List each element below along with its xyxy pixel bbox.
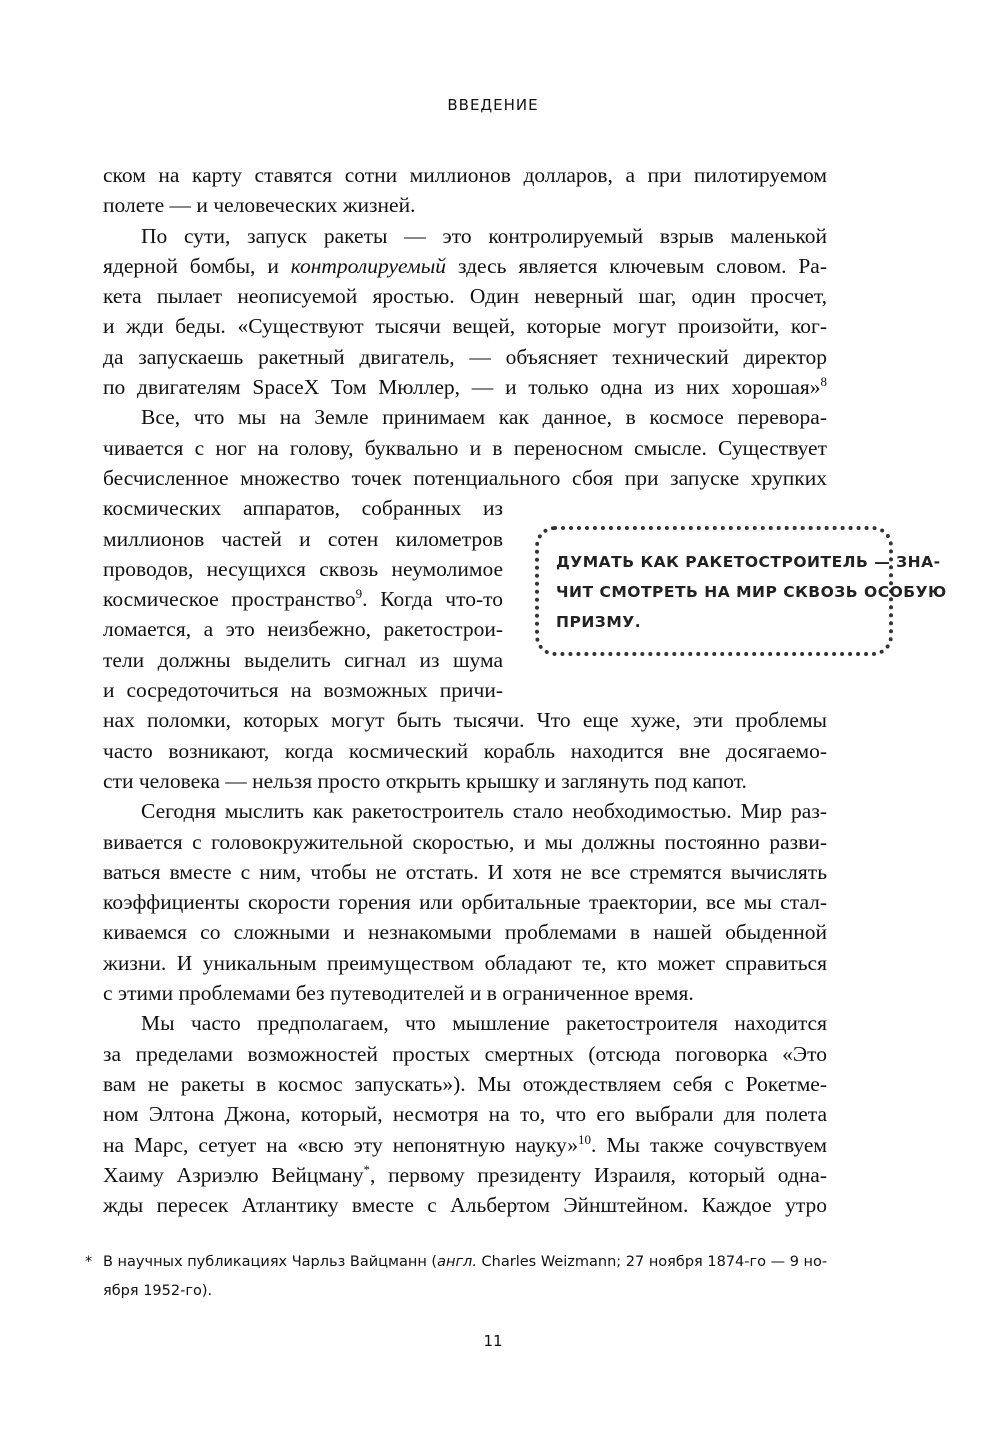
text-fragment: Хаиму Азриэлю Вейцману xyxy=(103,1162,364,1187)
pull-quote-text xyxy=(556,547,947,637)
italic-word: англ. xyxy=(437,1254,477,1270)
text-fragment: по двигателям SpaceX Том Мюллер, — и только одна из них хорошая» xyxy=(103,375,821,400)
text-line: бесчисленное множество точек потенциального сбоя при запуске хрупких xyxy=(103,465,827,490)
text-line: миллионов частей и сотен километров xyxy=(103,526,503,551)
text-line: чивается с ног на голову, буквально и в переносном смысле. Существует xyxy=(103,435,827,460)
text-line: Все, что мы на Земле принимаем как данное, в космосе перевора- xyxy=(141,405,827,430)
text-line xyxy=(103,1160,827,1190)
text-line: тели должны выделить сигнал из шума xyxy=(103,647,503,672)
pull-quote-line: ПРИЗМУ. xyxy=(556,613,642,631)
text-fragment: ядерной бомбы, и xyxy=(103,253,279,278)
body-text xyxy=(103,160,827,1220)
text-line: проводов, несущихся сквозь неумолимое xyxy=(103,556,503,581)
endnote-ref-8[interactable]: 8 xyxy=(820,373,827,389)
text-line: с этими проблемами без путеводителей и в ограниченное время. xyxy=(103,981,694,1006)
text-line: космических аппаратов, собранных из xyxy=(103,496,503,521)
text-line: часто возникают, когда космический корабль находится вне досягаемо- xyxy=(103,738,827,763)
text-line: сти человека — нельзя просто открыть крышку и заглянуть под капот. xyxy=(103,768,747,793)
text-line: Сегодня мыслить как ракетостроитель стало необходимостью. Мир раз- xyxy=(141,799,827,824)
text-line: полете — и человеческих жизней. xyxy=(103,193,416,218)
text-line: кета пылает неописуемой яростью. Один неверный шаг, один просчет, xyxy=(103,284,827,309)
text-line: нах поломки, которых могут быть тысячи. Что еще хуже, эти проблемы xyxy=(103,708,827,733)
pull-quote-line: ДУМАТЬ КАК РАКЕТОСТРОИТЕЛЬ — ЗНА- xyxy=(556,553,941,571)
text-line xyxy=(103,1130,827,1160)
text-fragment: В научных публикациях Чарльз Вайцманн ( xyxy=(103,1254,438,1270)
text-line: коэффициенты скорости горения или орбитальные траектории, все мы стал- xyxy=(103,890,827,915)
footnote-ref-star[interactable]: * xyxy=(363,1161,370,1177)
text-fragment: на Марс, сетует на «всю эту непонятную науку» xyxy=(103,1132,579,1157)
text-line: вивается с головокружительной скоростью, и мы должны постоянно разви- xyxy=(103,829,827,854)
running-header: ВВЕДЕНИЕ xyxy=(447,96,539,114)
text-fragment: Charles Weizmann; 27 ноября 1874-го — 9 но- xyxy=(476,1254,828,1270)
footnote-line xyxy=(103,1248,827,1277)
pull-quote-line: ЧИТ СМОТРЕТЬ НА МИР СКВОЗЬ ОСОБУЮ xyxy=(556,583,947,601)
text-line: за пределами возможностей простых смертных (отсюда поговорка «Это xyxy=(103,1041,827,1066)
text-line: жды пересек Атлантику вместе с Альбертом Эйнштейном. Каждое утро xyxy=(103,1193,827,1218)
text-line: вам не ракеты в космос запускать»). Мы отождествляем себя с Рокетме- xyxy=(103,1071,827,1096)
text-line: жизни. И уникальным преимуществом обладают те, кто может справиться xyxy=(103,950,827,975)
text-fragment: . Мы также сочувствуем xyxy=(591,1132,827,1157)
italic-word: контролируемый xyxy=(290,253,447,278)
text-line xyxy=(103,584,503,614)
footnote-mark: * xyxy=(85,1254,93,1270)
endnote-ref-9[interactable]: 9 xyxy=(355,586,363,601)
text-line: По сути, запуск ракеты — это контролируемый взрыв маленькой xyxy=(141,223,827,248)
text-line xyxy=(103,251,827,281)
text-line: киваемся со сложными и незнакомыми проблемами в нашей обыденной xyxy=(103,920,827,945)
text-line: да запускаешь ракетный двигатель, — объясняет технический директор xyxy=(103,344,827,369)
text-fragment: космическое пространство xyxy=(103,587,356,612)
text-line: ломается, а это неизбежно, ракетострои- xyxy=(103,617,503,642)
footnote xyxy=(85,1248,828,1306)
text-fragment: , первому президенту Израиля, который одна- xyxy=(369,1162,827,1187)
text-line: и сосредоточиться на возможных причи- xyxy=(103,678,503,703)
text-line: ном Элтона Джона, который, несмотря на то, что его выбрали для полета xyxy=(103,1102,827,1127)
text-fragment: . Когда что-то xyxy=(362,587,503,612)
page-number: 11 xyxy=(483,1332,503,1350)
text-line: ском на карту ставятся сотни миллионов долларов, а при пилотируемом xyxy=(103,163,827,187)
text-fragment: здесь является ключевым словом. Ра- xyxy=(457,253,828,278)
text-line: ваться вместе с ним, чтобы не отстать. И хотя не все стремятся вычислять xyxy=(103,859,827,884)
footnote-line: ября 1952-го). xyxy=(103,1283,213,1299)
text-line xyxy=(103,372,827,402)
text-line: и жди беды. «Существуют тысячи вещей, которые могут произойти, ког- xyxy=(103,314,827,339)
text-line: Мы часто предполагаем, что мышление ракетостроителя находится xyxy=(141,1011,827,1036)
endnote-ref-10[interactable]: 10 xyxy=(578,1131,592,1147)
